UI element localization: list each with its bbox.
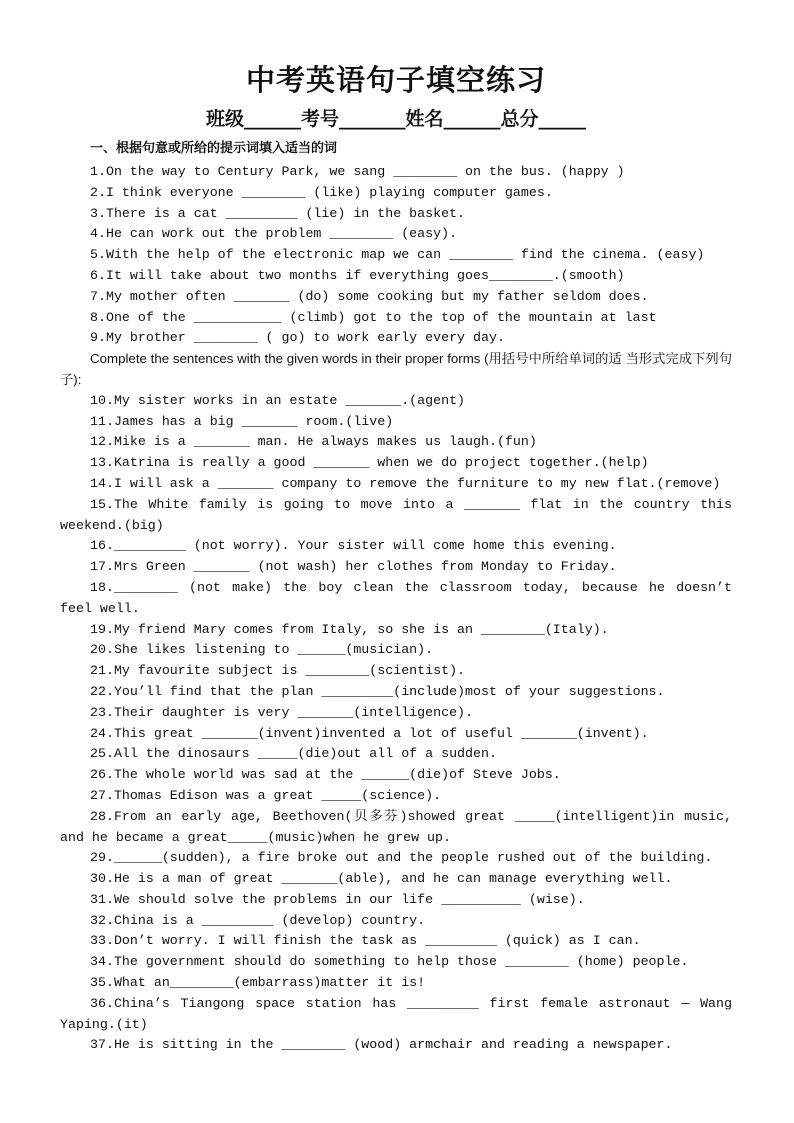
question-item: 35.What an________(embarrass)matter it is! (90, 975, 426, 991)
question-item: 22.You’ll find that the plan _________(include)most of your suggestions. (90, 683, 665, 699)
question-item: 26.The whole world was sad at the ______(die)of Steve Jobs. (90, 767, 561, 783)
question-item: 21.My favourite subject is ________(scientist). (90, 663, 466, 679)
question-item: 18.________ (not make) the boy clean the classroom today, because he doesn’t feel well. (60, 579, 740, 616)
question-item: 8.One of the ___________ (climb) got to the top of the mountain at last (90, 309, 657, 325)
question-item: 1.On the way to Century Park, we sang ________ on the bus. (happy ) (90, 164, 625, 179)
question-item: 24.This great _______(invent)invented a lot of useful _______(invent). (90, 725, 649, 741)
question-item: 12.Mike is a _______ man. He always makes us laugh.(fun) (90, 434, 537, 450)
question-item: 3.There is a cat _________ (lie) in the basket. (90, 205, 466, 221)
question-item: 28.From an early age, Beethoven(贝多芬)showed great _____(intelligent)in music, and he became a great_____(music)when he grew up. (60, 808, 740, 845)
question-item: 29.______(sudden), a fire broke out and the people rushed out of the building. (90, 850, 713, 866)
question-item: 33.Don’t worry. I will finish the task as _________ (quick) as I can. (90, 933, 641, 949)
question-item: 14.I will ask a _______ company to remove the furniture to my new flat.(remove) (90, 475, 721, 491)
question-list (60, 162, 740, 1056)
question-item: 6.It will take about two months if everything goes________.(smooth) (90, 267, 625, 283)
question-item: 19.My friend Mary comes from Italy, so she is an ________(Italy). (90, 621, 609, 637)
question-item: 31.We should solve the problems in our life __________ (wise). (90, 891, 585, 907)
question-item: 36.China’s Tiangong space station has _________ first female astronaut — Wang Yaping.(it) (60, 995, 740, 1032)
question-item: 4.He can work out the problem ________ (easy). (90, 226, 458, 242)
question-item: 17.Mrs Green _______ (not wash) her clothes from Monday to Friday. (90, 559, 617, 575)
question-item: 27.Thomas Edison was a great _____(science). (90, 787, 442, 803)
question-item: 25.All the dinosaurs _____(die)out all of a sudden. (90, 746, 497, 762)
question-item: 37.He is sitting in the ________ (wood) armchair and reading a newspaper. (90, 1037, 673, 1053)
section-2-instruction: Complete the sentences with the given words in their proper forms (用括号中所给单词的适 当形式完成下列句子): (60, 351, 732, 387)
question-item: 11.James has a big _______ room.(live) (90, 413, 394, 429)
page-title: 中考英语句子填空练习 (245, 63, 546, 97)
question-item: 10.My sister works in an estate _______.(agent) (90, 392, 466, 408)
question-item: 13.Katrina is really a good _______ when we do project together.(help) (90, 455, 649, 471)
question-item: 30.He is a man of great _______(able), and he can manage everything well. (90, 871, 673, 887)
question-item: 7.My mother often _______ (do) some cooking but my father seldom does. (90, 288, 649, 304)
question-item: 20.She likes listening to ______(musician). (90, 642, 434, 658)
question-item: 15.The White family is going to move into a _______ flat in the country this weekend.(big) (60, 496, 740, 533)
section-1-heading: 一、根据句意或所给的提示词填入适当的词 (90, 141, 338, 156)
question-item: 2.I think everyone ________ (like) playing computer games. (90, 184, 553, 200)
question-item: 32.China is a _________ (develop) country. (90, 912, 426, 928)
student-info-line: 班级______考号_______姓名______总分_____ (205, 108, 586, 130)
question-item: 9.My brother ________ ( go) to work early every day. (90, 330, 505, 346)
question-item: 23.Their daughter is very _______(intelligence). (90, 704, 474, 720)
question-item: 16._________ (not worry). Your sister will come home this evening. (90, 538, 617, 554)
question-item: 5.With the help of the electronic map we can ________ find the cinema. (easy) (90, 247, 705, 263)
question-item: 34.The government should do something to help those ________ (home) people. (90, 954, 689, 970)
